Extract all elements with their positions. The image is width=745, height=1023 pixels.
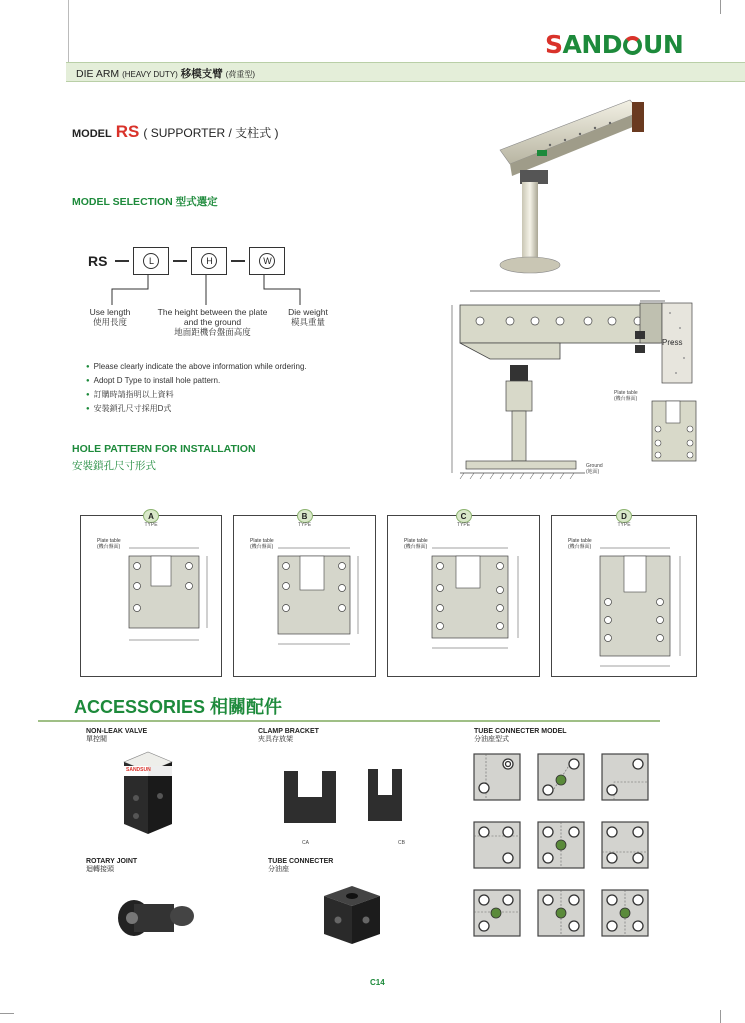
code-prefix: RS bbox=[88, 253, 108, 269]
code-box-h: H bbox=[191, 247, 227, 275]
product-photo-supporter bbox=[490, 90, 650, 280]
tube-connecter-photo bbox=[318, 880, 388, 950]
hole-pattern-title-zh: 安裝鎖孔尺寸形式 bbox=[72, 460, 156, 472]
press-label: Press bbox=[662, 338, 683, 347]
section-header-band bbox=[66, 62, 745, 82]
model-title: MODEL RS ( SUPPORTER / 支柱式 ) bbox=[72, 122, 279, 141]
code-box-l: L bbox=[133, 247, 169, 275]
ordering-notes: ● Please clearly indicate the above information while ordering. ● Adopt D Type to install hole pattern. ● 訂購時請指明以上資料 ● 安裝鎖孔尺寸採用D式 bbox=[86, 360, 307, 416]
hole-pattern-title: HOLE PATTERN FOR INSTALLATION bbox=[72, 443, 256, 455]
rotary-joint-photo bbox=[112, 888, 202, 948]
type-badge: A bbox=[143, 509, 159, 523]
page-number: C14 bbox=[370, 978, 385, 987]
ground-label: Ground (地面) bbox=[586, 463, 603, 475]
label-rotary-joint: ROTARY JOINT 迴轉接頭 bbox=[86, 858, 138, 873]
hole-pattern-type-a: A TYPE Plate table (機台盤面) bbox=[80, 515, 222, 677]
label-tube-connecter-model: TUBE CONNECTER MODEL 分油座型式 bbox=[474, 728, 567, 743]
label-tube-connecter: TUBE CONNECTER 分油座 bbox=[268, 858, 334, 873]
model-selection-title: MODEL SELECTION 型式選定 bbox=[72, 196, 218, 208]
code-leader-lines bbox=[100, 275, 340, 305]
technical-drawing-side-view bbox=[440, 283, 745, 483]
hole-pattern-type-c: C TYPE Plate table (機台盤面) bbox=[387, 515, 540, 677]
section-title: DIE ARM (HEAVY DUTY) 移模支臂 (荷重型) bbox=[76, 68, 255, 80]
note-plate-height: The height between the plate and the ground 地面距機台盤面高度 bbox=[157, 307, 268, 337]
hole-pattern-type-b: B TYPE Plate table (機台盤面) bbox=[233, 515, 376, 677]
accessories-divider bbox=[38, 720, 660, 722]
crop-mark bbox=[720, 1010, 721, 1023]
type-badge: D bbox=[616, 509, 632, 523]
brand-logo: SAND UN bbox=[545, 30, 684, 59]
plate-table-label: Plate table (機台盤面) bbox=[614, 390, 638, 402]
bracket-label-ca: CA bbox=[302, 840, 309, 846]
accessories-title: ACCESSORIES 相關配件 bbox=[74, 697, 283, 717]
model-code-row bbox=[88, 247, 285, 275]
logo-ring-icon bbox=[623, 36, 642, 55]
note-use-length: Use length 使用長度 bbox=[89, 307, 131, 327]
hole-drawing-b bbox=[234, 516, 377, 678]
crop-mark bbox=[720, 0, 721, 14]
hole-drawing-a bbox=[81, 516, 223, 678]
valve-brand-label: SANDSUN bbox=[126, 767, 151, 773]
tube-connecter-model-grid bbox=[472, 752, 662, 952]
hole-drawing-d bbox=[552, 516, 698, 678]
hole-drawing-c bbox=[388, 516, 541, 678]
clamp-bracket-photo bbox=[276, 765, 416, 835]
type-badge: B bbox=[297, 509, 313, 523]
margin-line bbox=[68, 0, 69, 62]
non-leak-valve-photo bbox=[118, 748, 178, 838]
hole-pattern-type-d: D TYPE Plate table (機台盤面) bbox=[551, 515, 697, 677]
type-badge: C bbox=[456, 509, 472, 523]
bracket-label-cb: CB bbox=[398, 840, 405, 846]
note-die-weight: Die weight 模具重量 bbox=[288, 307, 328, 327]
label-non-leak-valve: NON-LEAK VALVE 單控閥 bbox=[86, 728, 148, 743]
label-clamp-bracket: CLAMP BRACKET 夾具存放架 bbox=[258, 728, 319, 743]
code-box-w: W bbox=[249, 247, 285, 275]
crop-mark bbox=[0, 1013, 14, 1014]
